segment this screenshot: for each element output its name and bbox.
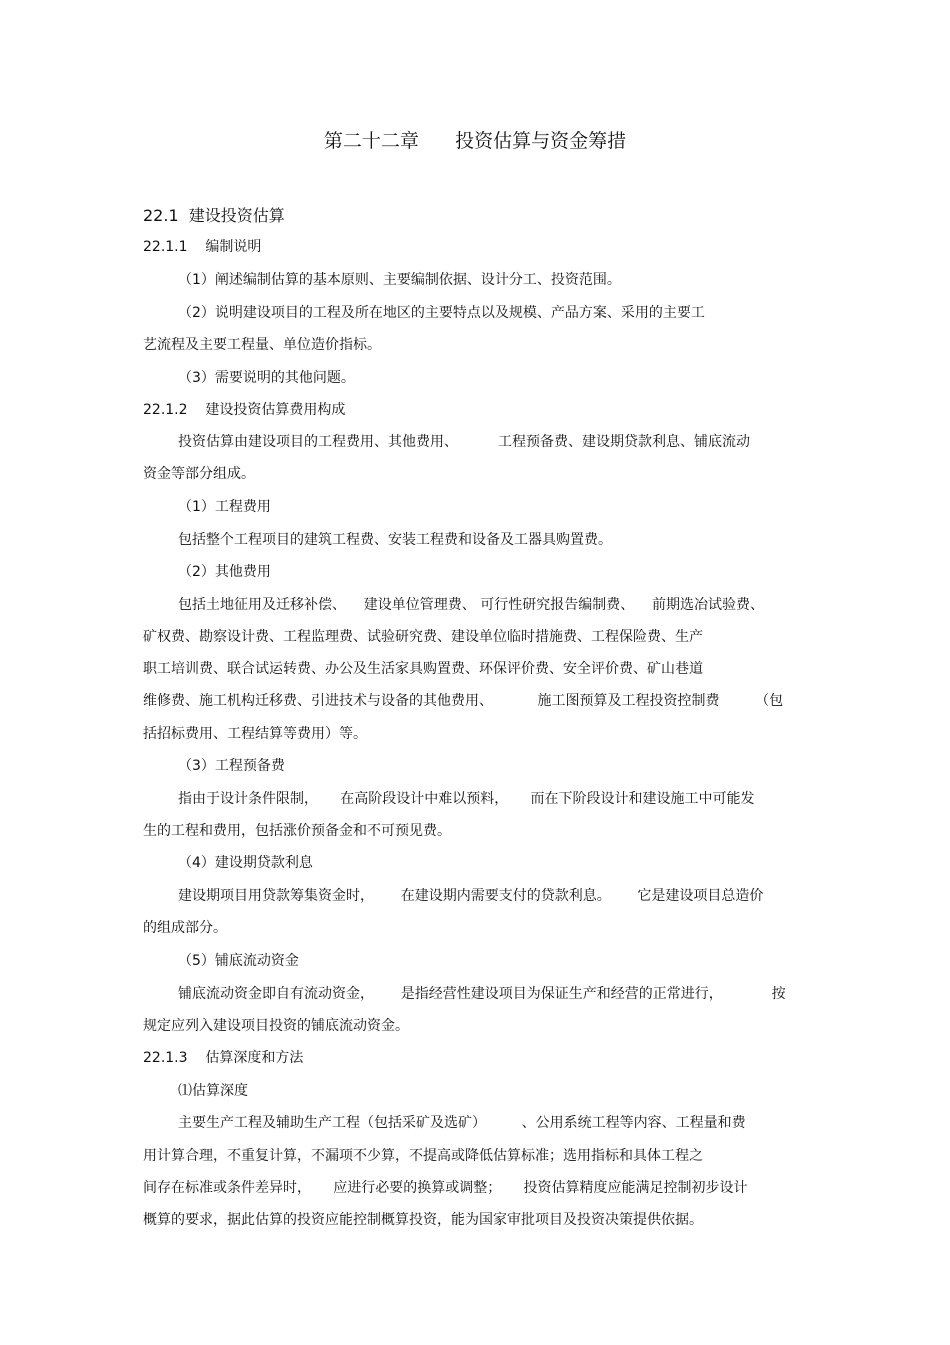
subsection-heading-22-1-1: 22.1.1 编制说明 <box>143 239 262 255</box>
paragraph-6-line-2: 矿权费、勘察设计费、工程监理费、试验研究费、建设单位临时措施费、工程保险费、生产 <box>143 629 703 645</box>
paragraph-8-line-2: 的组成部分。 <box>143 920 227 936</box>
paragraph-9-line-1: 铺底流动资金即自有流动资金， 是指经营性建设项目为保证生产和经营的正常进行， 按 <box>178 986 786 1002</box>
paragraph-6-line-5: 括招标费用、工程结算等费用）等。 <box>143 726 367 742</box>
paragraph-10-line-4: 概算的要求，据此估算的投资应能控制概算投资，能为国家审批项目及投资决策提供依据。 <box>143 1212 703 1228</box>
item-heading-1: （1）工程费用 <box>178 499 271 515</box>
paragraph-6-line-4: 维修费、施工机构迁移费、引进技术与设备的其他费用、 施工图预算及工程投资控制费 （包 <box>143 693 784 709</box>
subsection-heading-22-1-2: 22.1.2 建设投资估算费用构成 <box>143 402 346 418</box>
paragraph-7-line-2: 生的工程和费用，包括涨价预备金和不可预见费。 <box>143 823 451 839</box>
item-heading-5: （5）铺底流动资金 <box>178 953 299 969</box>
subsection-heading-22-1-3: 22.1.3 估算深度和方法 <box>143 1050 304 1066</box>
paragraph-2-line-2: 艺流程及主要工程量、单位造价指标。 <box>143 337 381 353</box>
paragraph-8-line-1: 建设期项目用贷款筹集资金时， 在建设期内需要支付的贷款利息。 它是建设项目总造价 <box>178 888 764 904</box>
paragraph-1: （1）阐述编制估算的基本原则、主要编制依据、设计分工、投资范围。 <box>178 272 621 288</box>
paragraph-6-line-3: 职工培训费、联合试运转费、办公及生活家具购置费、环保评价费、安全评价费、矿山巷道 <box>143 661 703 677</box>
paragraph-3: （3）需要说明的其他问题。 <box>178 370 355 386</box>
paragraph-6-line-1: 包括土地征用及迁移补偿、 建设单位管理费、 可行性研究报告编制费、 前期选冶试验费、 <box>178 597 765 613</box>
paragraph-2-line-1: （2）说明建设项目的工程及所在地区的主要特点以及规模、产品方案、采用的主要工 <box>178 305 705 321</box>
item-heading-6: ⑴估算深度 <box>178 1083 248 1099</box>
item-heading-3: （3）工程预备费 <box>178 758 285 774</box>
paragraph-10-line-1: 主要生产工程及辅助生产工程（包括采矿及选矿） 、公用系统工程等内容、工程量和费 <box>178 1115 746 1131</box>
section-heading-22-1: 22.1 建设投资估算 <box>143 206 285 225</box>
paragraph-10-line-2: 用计算合理，不重复计算，不漏项不少算，不提高或降低估算标准；选用指标和具体工程之 <box>143 1148 703 1164</box>
item-heading-2: （2）其他费用 <box>178 564 271 580</box>
chapter-title: 第二十二章 投资估算与资金筹措 <box>323 130 627 152</box>
paragraph-7-line-1: 指由于设计条件限制， 在高阶段设计中难以预料， 而在下阶段设计和建设施工中可能发 <box>178 791 755 807</box>
paragraph-9-line-2: 规定应列入建设项目投资的铺底流动资金。 <box>143 1018 409 1034</box>
paragraph-4-line-2: 资金等部分组成。 <box>143 466 255 482</box>
paragraph-5: 包括整个工程项目的建筑工程费、安装工程费和设备及工器具购置费。 <box>178 532 612 548</box>
item-heading-4: （4）建设期贷款利息 <box>178 855 313 871</box>
paragraph-4-line-1: 投资估算由建设项目的工程费用、其他费用、 工程预备费、建设期贷款利息、铺底流动 <box>178 434 751 450</box>
paragraph-10-line-3: 间存在标准或条件差异时， 应进行必要的换算或调整； 投资估算精度应能满足控制初步设计 <box>143 1180 748 1196</box>
